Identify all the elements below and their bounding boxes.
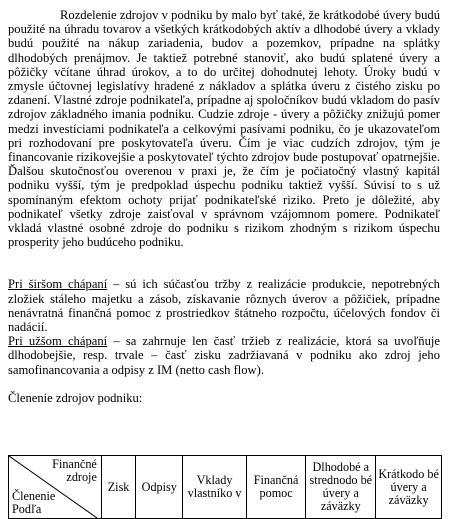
sources-table <box>8 455 442 519</box>
text-narrow: – sa zahrnuje len časť tržieb z realizácie, ktorá sa uvoľňuje dlhodobejšie, resp. trvale – časť zisku zadržiavaná v podniku ako zdroj jeho samofinancovania a odpisy z IM (netto cash flow). <box>8 334 440 377</box>
term-narrow: Pri užšom chápaní <box>8 334 108 349</box>
header-vklady: Vklady vlastníko v <box>183 456 247 519</box>
corner-cell <box>9 456 102 519</box>
text-broad: – sú ich súčasťou tržby z realizácie produkcie, nepotrebných zložiek stáleho majetku a zásob, získavanie rôznych úverov a pôžičiek, prípadne nenávratná finančná pomoc z prostriedkov štátneho rozpočtu, účelových fondov či nadácií. <box>8 277 440 335</box>
header-odpisy: Odpisy <box>136 456 183 519</box>
header-kratkodobe: Krátkodo bé úvery a záväzky <box>376 456 442 519</box>
term-broad: Pri širšom chápaní <box>8 277 108 292</box>
header-dlhodobe: Dlhodobé a strednodo bé úvery a záväzky <box>306 456 376 519</box>
paragraph-intro: Rozdelenie zdrojov v podniku by malo byť také, že krátkodobé úvery budú použité na úhradu tovarov a všetkých krátkodobých aktív a dlhodobé úvery a vklady budú použité na nákup zariadenia, budov a pozemkov, prípadne na splátky dlhodobých prenájmov. Je taktiež potrebné stanoviť, ako budú splatené úvery a pôžičky včítane úhrad úrokov, a to do určitej dohodnutej lehoty. Úroky budú v zmysle účtovnej legislatívy hradené z nákladov a splátka úveru z čistého zisku po zdanení. Vlastné zdroje podnikateľa, prípadne aj spoločníkov budú vkladom do pasív zdrojov základného imania podniku. Cudzie zdroje - úvery a pôžičky znižujú pomer medzi investíciami podnikateľa a celkovými pasívami podniku, čo je ukazovateľom pri rozhodovaní pre poskytovateľa úveru. Čím je viac cudzích zdrojov, tým je financovanie rizikovejšie a poskytovateľ týchto zdrojov bude postupovať opatrnejšie. Ďalšou skutočnosťou overenou v praxi je, že čím je počiatočný vlastný kapitál podniku vyšší, tým je predpoklad úspechu podniku taktiež vyšší. Súvisí to s už spomínaným efektom ochoty prijať podnikateľské riziko. Preto je dôležité, aby podnikateľ všetky zdroje zaisťoval v správnom vzájomnom pomere. Podnikateľ vkladá vlastné osobné zdroje do podniku s rizikom zhodným s rizikom úspechu prosperity jeho budúceho podniku. <box>8 8 440 250</box>
corner-top-label: Finančné zdroje <box>52 457 97 484</box>
header-zisk: Zisk <box>101 456 135 519</box>
table-header-row <box>9 456 442 519</box>
header-financna-pomoc: Finančná pomoc <box>246 456 305 519</box>
paragraph-narrow <box>8 334 440 377</box>
corner-bottom-label: Členenie Podľa <box>12 489 56 516</box>
document-page <box>8 8 440 405</box>
paragraph-broad <box>8 277 440 334</box>
table-caption: Členenie zdrojov podniku: <box>8 390 143 405</box>
